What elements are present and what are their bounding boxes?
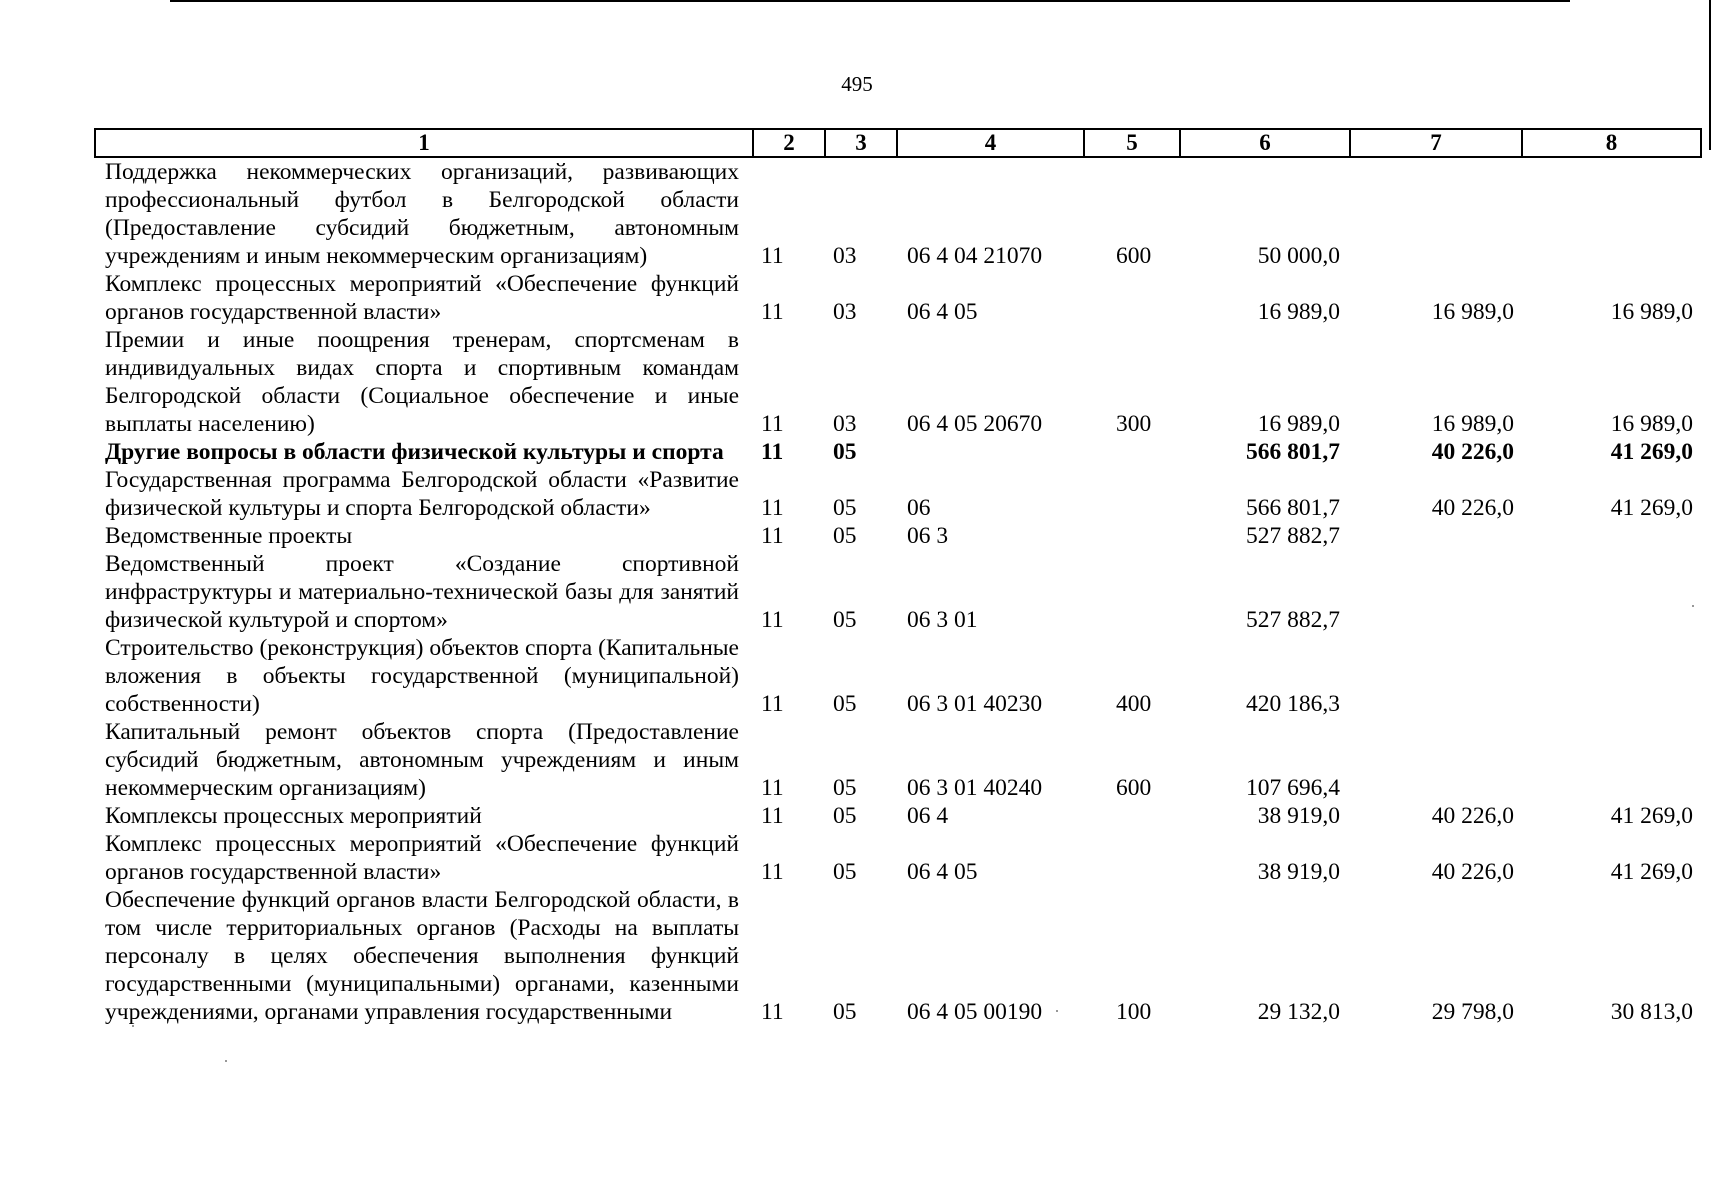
row-amount-col6: 50 000,0 xyxy=(1257,243,1340,269)
row-subsection-code: 05 xyxy=(833,999,857,1025)
table-row xyxy=(95,802,1701,830)
row-amount-col6: 16 989,0 xyxy=(1257,299,1340,325)
row-description: Премии и иные поощрения тренерам, спортсменам в индивидуальных видах спорта и спортивным командам Белгородской области (Социальное обеспечение и иные выплаты населению) xyxy=(105,327,739,437)
row-target-article-code: 06 3 xyxy=(907,523,949,549)
row-amount-col6: 566 801,7 xyxy=(1246,439,1340,465)
row-description: Ведомственный проект «Создание спортивной инфраструктуры и материально-технической базы для занятий физической культурой и спортом» xyxy=(105,551,739,633)
row-expense-type-code xyxy=(1084,550,1180,634)
table-row xyxy=(95,886,1701,1026)
row-amount-col7: 29 798,0 xyxy=(1431,999,1514,1025)
row-expense-type-code: 600 xyxy=(1116,775,1152,801)
column-header-2: 2 xyxy=(753,129,825,157)
row-section-code: 11 xyxy=(761,299,784,325)
column-header-5: 5 xyxy=(1084,129,1180,157)
row-expense-type-code: 100 xyxy=(1116,999,1152,1025)
row-section-code: 11 xyxy=(761,243,784,269)
row-section-code: 11 xyxy=(761,523,784,549)
row-section-code: 11 xyxy=(761,411,784,437)
row-subsection-code: 05 xyxy=(833,775,857,801)
row-amount-col6: 38 919,0 xyxy=(1257,859,1340,885)
row-amount-col8 xyxy=(1522,718,1701,802)
row-target-article-code: 06 4 05 00190 xyxy=(907,999,1043,1025)
table-row xyxy=(95,270,1701,326)
row-amount-col6: 527 882,7 xyxy=(1246,607,1340,633)
row-section-code: 11 xyxy=(761,775,784,801)
header-row xyxy=(95,129,1701,157)
row-amount-col6: 29 132,0 xyxy=(1257,999,1340,1025)
budget-table xyxy=(94,128,1702,1026)
row-target-article-code: 06 4 05 xyxy=(907,299,978,325)
table-row xyxy=(95,718,1701,802)
row-amount-col6: 107 696,4 xyxy=(1246,775,1340,801)
row-amount-col7 xyxy=(1350,550,1522,634)
row-section-code: 11 xyxy=(761,607,784,633)
row-target-article-code: 06 4 xyxy=(907,803,949,829)
row-amount-col8: 41 269,0 xyxy=(1610,803,1693,829)
row-subsection-code: 05 xyxy=(833,691,857,717)
row-subsection-code: 05 xyxy=(833,803,857,829)
scan-top-edge-line xyxy=(170,0,1570,2)
row-amount-col8: 16 989,0 xyxy=(1610,299,1693,325)
row-target-article-code xyxy=(897,438,1084,466)
row-description: Строительство (реконструкция) объектов спорта (Капитальные вложения в объекты государственной (муниципальной) собственности) xyxy=(105,635,739,717)
row-amount-col8: 30 813,0 xyxy=(1610,999,1693,1025)
row-expense-type-code xyxy=(1084,802,1180,830)
row-amount-col7: 40 226,0 xyxy=(1431,439,1514,465)
row-target-article-code: 06 3 01 xyxy=(907,607,978,633)
row-expense-type-code xyxy=(1084,270,1180,326)
row-expense-type-code: 600 xyxy=(1116,243,1152,269)
row-description: Другие вопросы в области физической культуры и спорта xyxy=(105,439,724,465)
row-expense-type-code xyxy=(1084,522,1180,550)
column-header-6: 6 xyxy=(1180,129,1350,157)
row-amount-col6: 527 882,7 xyxy=(1246,523,1340,549)
row-amount-col7: 40 226,0 xyxy=(1431,803,1514,829)
row-amount-col8: 41 269,0 xyxy=(1610,439,1693,465)
page-number: 495 xyxy=(841,72,873,96)
row-section-code: 11 xyxy=(761,691,784,717)
column-header-3: 3 xyxy=(825,129,897,157)
row-target-article-code: 06 xyxy=(907,495,931,521)
row-amount-col7 xyxy=(1350,157,1522,270)
column-header-4: 4 xyxy=(897,129,1084,157)
row-target-article-code: 06 3 01 40240 xyxy=(907,775,1043,801)
row-amount-col7 xyxy=(1350,522,1522,550)
row-subsection-code: 05 xyxy=(833,495,857,521)
row-section-code: 11 xyxy=(761,859,784,885)
row-description: Комплекс процессных мероприятий «Обеспечение функций органов государственной власти» xyxy=(105,271,739,325)
row-subsection-code: 03 xyxy=(833,299,857,325)
table-row xyxy=(95,830,1701,886)
row-amount-col7: 16 989,0 xyxy=(1431,411,1514,437)
row-section-code: 11 xyxy=(761,999,784,1025)
row-section-code: 11 xyxy=(761,803,784,829)
table-header xyxy=(95,129,1701,157)
row-amount-col8: 41 269,0 xyxy=(1610,495,1693,521)
row-amount-col8 xyxy=(1522,550,1701,634)
row-description: Государственная программа Белгородской области «Развитие физической культуры и спорта Белгородской области» xyxy=(105,467,739,521)
row-amount-col6: 16 989,0 xyxy=(1257,411,1340,437)
row-expense-type-code xyxy=(1084,466,1180,522)
row-amount-col6: 420 186,3 xyxy=(1246,691,1340,717)
table-row xyxy=(95,157,1701,270)
row-amount-col6: 566 801,7 xyxy=(1246,495,1340,521)
row-section-code: 11 xyxy=(761,495,784,521)
table-row xyxy=(95,634,1701,718)
row-subsection-code: 03 xyxy=(833,243,857,269)
row-description: Комплексы процессных мероприятий xyxy=(105,803,482,829)
scan-speck xyxy=(225,1060,227,1062)
row-target-article-code: 06 4 05 xyxy=(907,859,978,885)
row-amount-col8 xyxy=(1522,634,1701,718)
row-description: Ведомственные проекты xyxy=(105,523,353,549)
row-amount-col7: 40 226,0 xyxy=(1431,495,1514,521)
row-amount-col6: 38 919,0 xyxy=(1257,803,1340,829)
row-amount-col7: 40 226,0 xyxy=(1431,859,1514,885)
table-row xyxy=(95,438,1701,466)
row-description: Комплекс процессных мероприятий «Обеспечение функций органов государственной власти» xyxy=(105,831,739,885)
row-target-article-code: 06 3 01 40230 xyxy=(907,691,1043,717)
row-expense-type-code: 400 xyxy=(1116,691,1152,717)
table-row xyxy=(95,550,1701,634)
table-body xyxy=(95,157,1701,1026)
row-subsection-code: 03 xyxy=(833,411,857,437)
row-expense-type-code xyxy=(1084,830,1180,886)
row-amount-col7 xyxy=(1350,718,1522,802)
column-header-8: 8 xyxy=(1522,129,1701,157)
row-amount-col8: 41 269,0 xyxy=(1610,859,1693,885)
row-subsection-code: 05 xyxy=(833,523,857,549)
table-row xyxy=(95,466,1701,522)
row-subsection-code: 05 xyxy=(833,607,857,633)
table-row xyxy=(95,522,1701,550)
row-amount-col7: 16 989,0 xyxy=(1431,299,1514,325)
row-description: Капитальный ремонт объектов спорта (Предоставление субсидий бюджетным, автономным учреждениям и иным некоммерческим организациям) xyxy=(105,719,739,801)
row-target-article-code: 06 4 04 21070 xyxy=(907,243,1043,269)
row-amount-col8 xyxy=(1522,522,1701,550)
row-expense-type-code xyxy=(1084,438,1180,466)
table-row xyxy=(95,326,1701,438)
row-amount-col8 xyxy=(1522,157,1701,270)
row-section-code: 11 xyxy=(761,439,784,465)
row-description: Поддержка некоммерческих организаций, развивающих профессиональный футбол в Белгородской области (Предоставление субсидий бюджетным, автономным учреждениям и иным некоммерческим организациям) xyxy=(105,159,739,269)
row-description: Обеспечение функций органов власти Белгородской области, в том числе территориальных органов (Расходы на выплаты персоналу в целях обеспечения выполнения функций государственными (муниципальными) органами, казенными учреждениями, органами управления государственными xyxy=(105,887,739,1025)
row-expense-type-code: 300 xyxy=(1116,411,1152,437)
column-header-1: 1 xyxy=(95,129,753,157)
row-amount-col8: 16 989,0 xyxy=(1610,411,1693,437)
row-target-article-code: 06 4 05 20670 xyxy=(907,411,1043,437)
column-header-7: 7 xyxy=(1350,129,1522,157)
row-amount-col7 xyxy=(1350,634,1522,718)
row-subsection-code: 05 xyxy=(833,859,857,885)
row-subsection-code: 05 xyxy=(833,439,857,465)
